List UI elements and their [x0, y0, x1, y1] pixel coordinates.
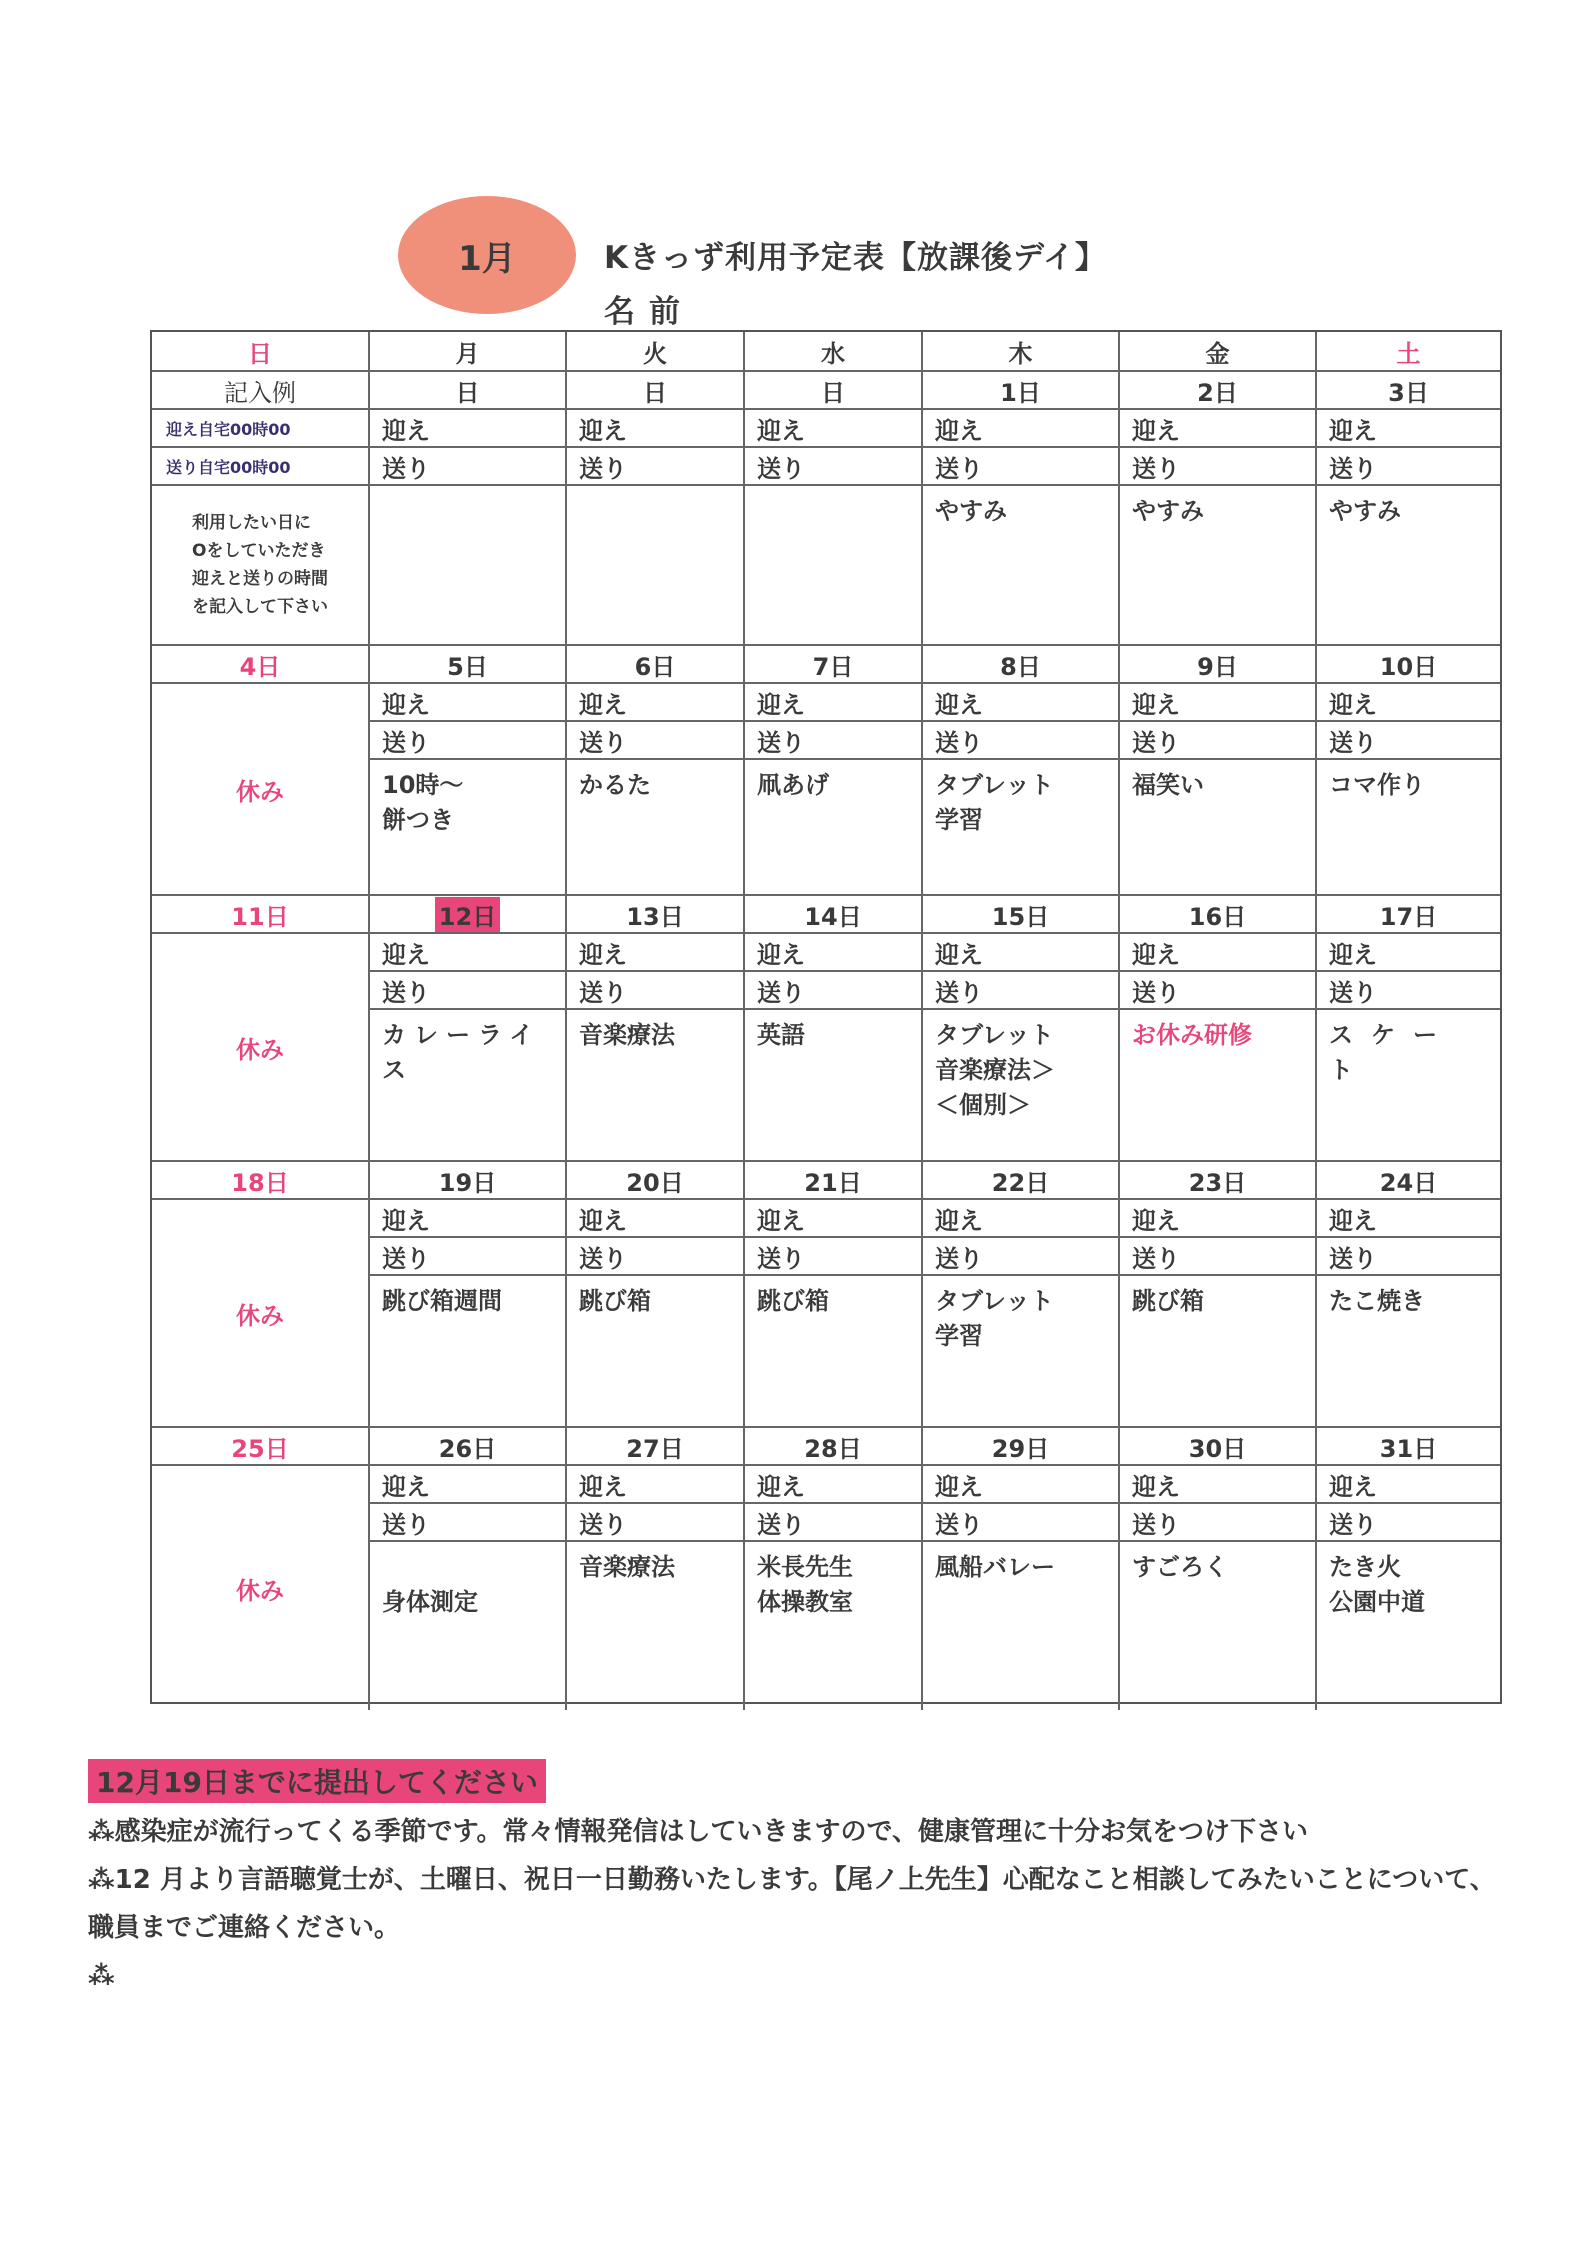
dropoff-slot[interactable]: 送り: [923, 1504, 1118, 1542]
day-cell: [567, 1162, 745, 1426]
day-cell: [567, 1428, 745, 1710]
activity-text: 風船バレー: [935, 1553, 1055, 1581]
dropoff-slot[interactable]: 送り: [745, 448, 921, 486]
day-cell: [567, 646, 745, 894]
note-line: ⁂感染症が流行ってくる季節です。常々情報発信はしていきますので、健康管理に十分お気をつけ下さい: [88, 1817, 1308, 1847]
pickup-slot[interactable]: 迎え: [370, 1466, 565, 1504]
note-line: ⁂12 月より言語聴覚士が、土曜日、祝日一日勤務いたします。【尾ノ上先生】心配なこと相談してみたいことについて、職員までご連絡ください。: [88, 1865, 1496, 1943]
activity-text: 身体測定: [382, 1588, 478, 1616]
day-date: 24日: [1317, 1162, 1500, 1200]
dropoff-slot[interactable]: 送り: [923, 448, 1118, 486]
day-date: 31日: [1317, 1428, 1500, 1466]
activity-text: 跳び箱: [1132, 1287, 1204, 1315]
day-date: [370, 896, 565, 934]
day-cell: [1317, 1428, 1500, 1710]
day-cell: [1120, 646, 1317, 894]
day-date: 21日: [745, 1162, 921, 1200]
pickup-slot[interactable]: 迎え: [1317, 1200, 1500, 1238]
pickup-slot[interactable]: 迎え: [1120, 1466, 1315, 1504]
closed-label: 休み: [236, 1576, 284, 1605]
day-cell: [1317, 646, 1500, 894]
document-title: Kきっず利用予定表【放課後デイ】: [604, 240, 1107, 276]
sunday-date: 4日: [152, 646, 368, 684]
sunday-column: [152, 896, 370, 1160]
activity-text: コマ作り: [1329, 771, 1425, 799]
day-date: 28日: [745, 1428, 921, 1466]
weekday-tue: 火: [567, 332, 745, 370]
activity-text: 米長先生 体操教室: [757, 1553, 853, 1616]
pickup-slot[interactable]: 迎え: [567, 410, 743, 448]
pickup-slot[interactable]: 迎え: [567, 1200, 743, 1238]
activity-text: [370, 486, 565, 644]
dropoff-slot[interactable]: 送り: [370, 1504, 565, 1542]
pickup-slot[interactable]: 迎え: [567, 934, 743, 972]
activity-text: 跳び箱: [757, 1287, 829, 1315]
dropoff-slot[interactable]: 送り: [745, 1238, 921, 1276]
activity-text: やすみ: [1132, 497, 1204, 525]
day-cell: [745, 372, 923, 644]
note-line: ⁂: [88, 1961, 115, 1991]
highlighted-date: 12日: [435, 897, 500, 932]
activity-text: 音楽療法: [579, 1553, 675, 1581]
notes-section: [88, 1808, 1518, 2000]
day-cell: [370, 646, 567, 894]
day-date: 17日: [1317, 896, 1500, 934]
pickup-slot[interactable]: 迎え: [923, 1466, 1118, 1504]
day-cell: [1120, 372, 1317, 644]
activity-text: カレーライス: [382, 1021, 542, 1084]
day-date: 20日: [567, 1162, 743, 1200]
activity-text: お休み研修: [1132, 1021, 1252, 1049]
instructions-note: 利用したい日に Oをしていただき 迎えと送りの時間 を記入して下さい: [192, 513, 328, 617]
pickup-slot[interactable]: 迎え: [1120, 684, 1315, 722]
dropoff-slot[interactable]: 送り: [370, 448, 565, 486]
week-row-1: [152, 372, 1500, 646]
pickup-slot[interactable]: 迎え: [1120, 410, 1315, 448]
sunday-column: [152, 1428, 370, 1710]
pickup-slot[interactable]: 迎え: [1317, 1466, 1500, 1504]
day-cell: [370, 1162, 567, 1426]
day-cell: [1317, 372, 1500, 644]
activity-text: スケート: [1329, 1021, 1455, 1084]
sunday-column: [152, 1162, 370, 1426]
pickup-slot[interactable]: 迎え: [567, 684, 743, 722]
pickup-slot[interactable]: 迎え: [370, 410, 565, 448]
pickup-slot[interactable]: 迎え: [1120, 934, 1315, 972]
day-date: 10日: [1317, 646, 1500, 684]
weekday-mon: 月: [370, 332, 567, 370]
pickup-slot[interactable]: 迎え: [923, 410, 1118, 448]
dropoff-slot[interactable]: 送り: [1317, 1238, 1500, 1276]
weekday-sat: 土: [1396, 339, 1421, 368]
day-date: 6日: [567, 646, 743, 684]
pickup-slot[interactable]: 迎え: [745, 684, 921, 722]
day-cell: [370, 372, 567, 644]
sunday-column: [152, 646, 370, 894]
dropoff-slot[interactable]: 送り: [745, 1504, 921, 1542]
dropoff-slot[interactable]: 送り: [567, 722, 743, 760]
pickup-slot[interactable]: 迎え: [923, 1200, 1118, 1238]
pickup-slot[interactable]: 迎え: [1120, 1200, 1315, 1238]
name-label: 名前: [604, 294, 694, 330]
day-date: 日: [370, 372, 565, 410]
day-cell: [745, 1428, 923, 1710]
dropoff-slot[interactable]: 送り: [567, 972, 743, 1010]
month-badge: 1月: [398, 196, 576, 314]
closed-label: 休み: [236, 1301, 284, 1330]
weekday-sun: 日: [152, 332, 370, 370]
pickup-slot[interactable]: 迎え: [567, 1466, 743, 1504]
dropoff-slot[interactable]: 送り: [1120, 1504, 1315, 1542]
day-cell: [745, 646, 923, 894]
dropoff-slot[interactable]: 送り: [745, 972, 921, 1010]
activity-text: タブレット 音楽療法＞ ＜個別＞: [935, 1021, 1055, 1119]
activity-text: [567, 486, 743, 644]
week-row-3: [152, 896, 1500, 1162]
activity-text: 凧あげ: [757, 771, 829, 799]
activity-text: タブレット 学習: [935, 1287, 1054, 1350]
activity-text: 英語: [757, 1021, 805, 1049]
dropoff-slot[interactable]: 送り: [1317, 972, 1500, 1010]
pickup-slot[interactable]: 迎え: [745, 410, 921, 448]
dropoff-example: 送り自宅00時00: [152, 448, 368, 486]
example-label: 記入例: [152, 372, 368, 410]
pickup-slot[interactable]: 迎え: [1317, 934, 1500, 972]
dropoff-slot[interactable]: 送り: [1317, 448, 1500, 486]
day-cell: [923, 1162, 1120, 1426]
pickup-slot[interactable]: 迎え: [1317, 410, 1500, 448]
activity-text: 跳び箱週間: [382, 1287, 502, 1315]
dropoff-slot[interactable]: 送り: [923, 722, 1118, 760]
dropoff-slot[interactable]: 送り: [1120, 722, 1315, 760]
week-row-2: [152, 646, 1500, 896]
day-cell: [1317, 896, 1500, 1160]
dropoff-slot[interactable]: 送り: [1120, 972, 1315, 1010]
pickup-slot[interactable]: 迎え: [923, 934, 1118, 972]
activity-text: やすみ: [1329, 497, 1401, 525]
activity-text: 福笑い: [1132, 771, 1204, 799]
day-cell: [1120, 896, 1317, 1160]
day-date: 日: [567, 372, 743, 410]
weekday-header-row: [152, 332, 1500, 372]
day-cell: [923, 896, 1120, 1160]
pickup-slot[interactable]: 迎え: [370, 1200, 565, 1238]
day-date: 2日: [1120, 372, 1315, 410]
closed-label: 休み: [236, 777, 284, 806]
day-date: 26日: [370, 1428, 565, 1466]
dropoff-slot[interactable]: 送り: [1120, 1238, 1315, 1276]
day-cell: [1120, 1162, 1317, 1426]
dropoff-slot[interactable]: 送り: [745, 722, 921, 760]
day-date: 19日: [370, 1162, 565, 1200]
activity-text: たこ焼き: [1329, 1287, 1425, 1315]
day-date: 8日: [923, 646, 1118, 684]
weekday-fri: 金: [1120, 332, 1317, 370]
day-date: 5日: [370, 646, 565, 684]
weekday-thu: 木: [923, 332, 1120, 370]
dropoff-slot[interactable]: 送り: [1317, 1504, 1500, 1542]
activity-text: タブレット 学習: [935, 771, 1054, 834]
day-cell: [1120, 1428, 1317, 1710]
day-date: 日: [745, 372, 921, 410]
activity-text: 10時～ 餅つき: [382, 771, 464, 834]
deadline-banner: 12月19日までに提出してください: [88, 1759, 546, 1803]
day-date: 27日: [567, 1428, 743, 1466]
dropoff-slot[interactable]: 送り: [370, 1238, 565, 1276]
dropoff-slot[interactable]: 送り: [370, 722, 565, 760]
activity-text: すごろく: [1132, 1553, 1228, 1581]
day-date: 22日: [923, 1162, 1118, 1200]
day-date: 30日: [1120, 1428, 1315, 1466]
dropoff-slot[interactable]: 送り: [1317, 722, 1500, 760]
day-cell: [923, 646, 1120, 894]
sunday-date: 11日: [152, 896, 368, 934]
day-cell: [567, 896, 745, 1160]
pickup-slot[interactable]: 迎え: [1317, 684, 1500, 722]
pickup-slot[interactable]: 迎え: [370, 684, 565, 722]
activity-text: たき火 公園中道: [1329, 1553, 1425, 1616]
dropoff-slot[interactable]: 送り: [567, 448, 743, 486]
activity-text: やすみ: [935, 497, 1007, 525]
dropoff-slot[interactable]: 送り: [1120, 448, 1315, 486]
example-column: [152, 372, 370, 644]
day-date: 23日: [1120, 1162, 1315, 1200]
dropoff-slot[interactable]: 送り: [567, 1238, 743, 1276]
day-date: 15日: [923, 896, 1118, 934]
day-cell: [923, 372, 1120, 644]
activity-text: かるた: [579, 771, 651, 799]
week-row-4: [152, 1162, 1500, 1428]
day-date: 13日: [567, 896, 743, 934]
dropoff-slot[interactable]: 送り: [567, 1504, 743, 1542]
sunday-date: 18日: [152, 1162, 368, 1200]
day-date: 3日: [1317, 372, 1500, 410]
day-date: 29日: [923, 1428, 1118, 1466]
pickup-slot[interactable]: 迎え: [745, 1200, 921, 1238]
pickup-slot[interactable]: 迎え: [923, 684, 1118, 722]
day-date: 16日: [1120, 896, 1315, 934]
day-date: 14日: [745, 896, 921, 934]
day-date: 1日: [923, 372, 1118, 410]
day-cell: [567, 372, 745, 644]
activity-text: [745, 486, 921, 644]
day-cell: [745, 896, 923, 1160]
dropoff-slot[interactable]: 送り: [923, 972, 1118, 1010]
dropoff-slot[interactable]: 送り: [370, 972, 565, 1010]
day-cell: [745, 1162, 923, 1426]
dropoff-slot[interactable]: 送り: [923, 1238, 1118, 1276]
weekday-wed: 水: [745, 332, 923, 370]
closed-label: 休み: [236, 1035, 284, 1064]
schedule-calendar: [150, 330, 1502, 1704]
day-date: 9日: [1120, 646, 1315, 684]
week-row-5: [152, 1428, 1500, 1710]
pickup-example: 迎え自宅00時00: [152, 410, 368, 448]
pickup-slot[interactable]: 迎え: [745, 1466, 921, 1504]
day-cell: [923, 1428, 1120, 1710]
day-cell: [370, 896, 567, 1160]
pickup-slot[interactable]: 迎え: [370, 934, 565, 972]
day-date: 7日: [745, 646, 921, 684]
day-cell: [370, 1428, 567, 1710]
activity-text: 音楽療法: [579, 1021, 675, 1049]
activity-text: 跳び箱: [579, 1287, 651, 1315]
pickup-slot[interactable]: 迎え: [745, 934, 921, 972]
sunday-date: 25日: [152, 1428, 368, 1466]
day-cell: [1317, 1162, 1500, 1426]
